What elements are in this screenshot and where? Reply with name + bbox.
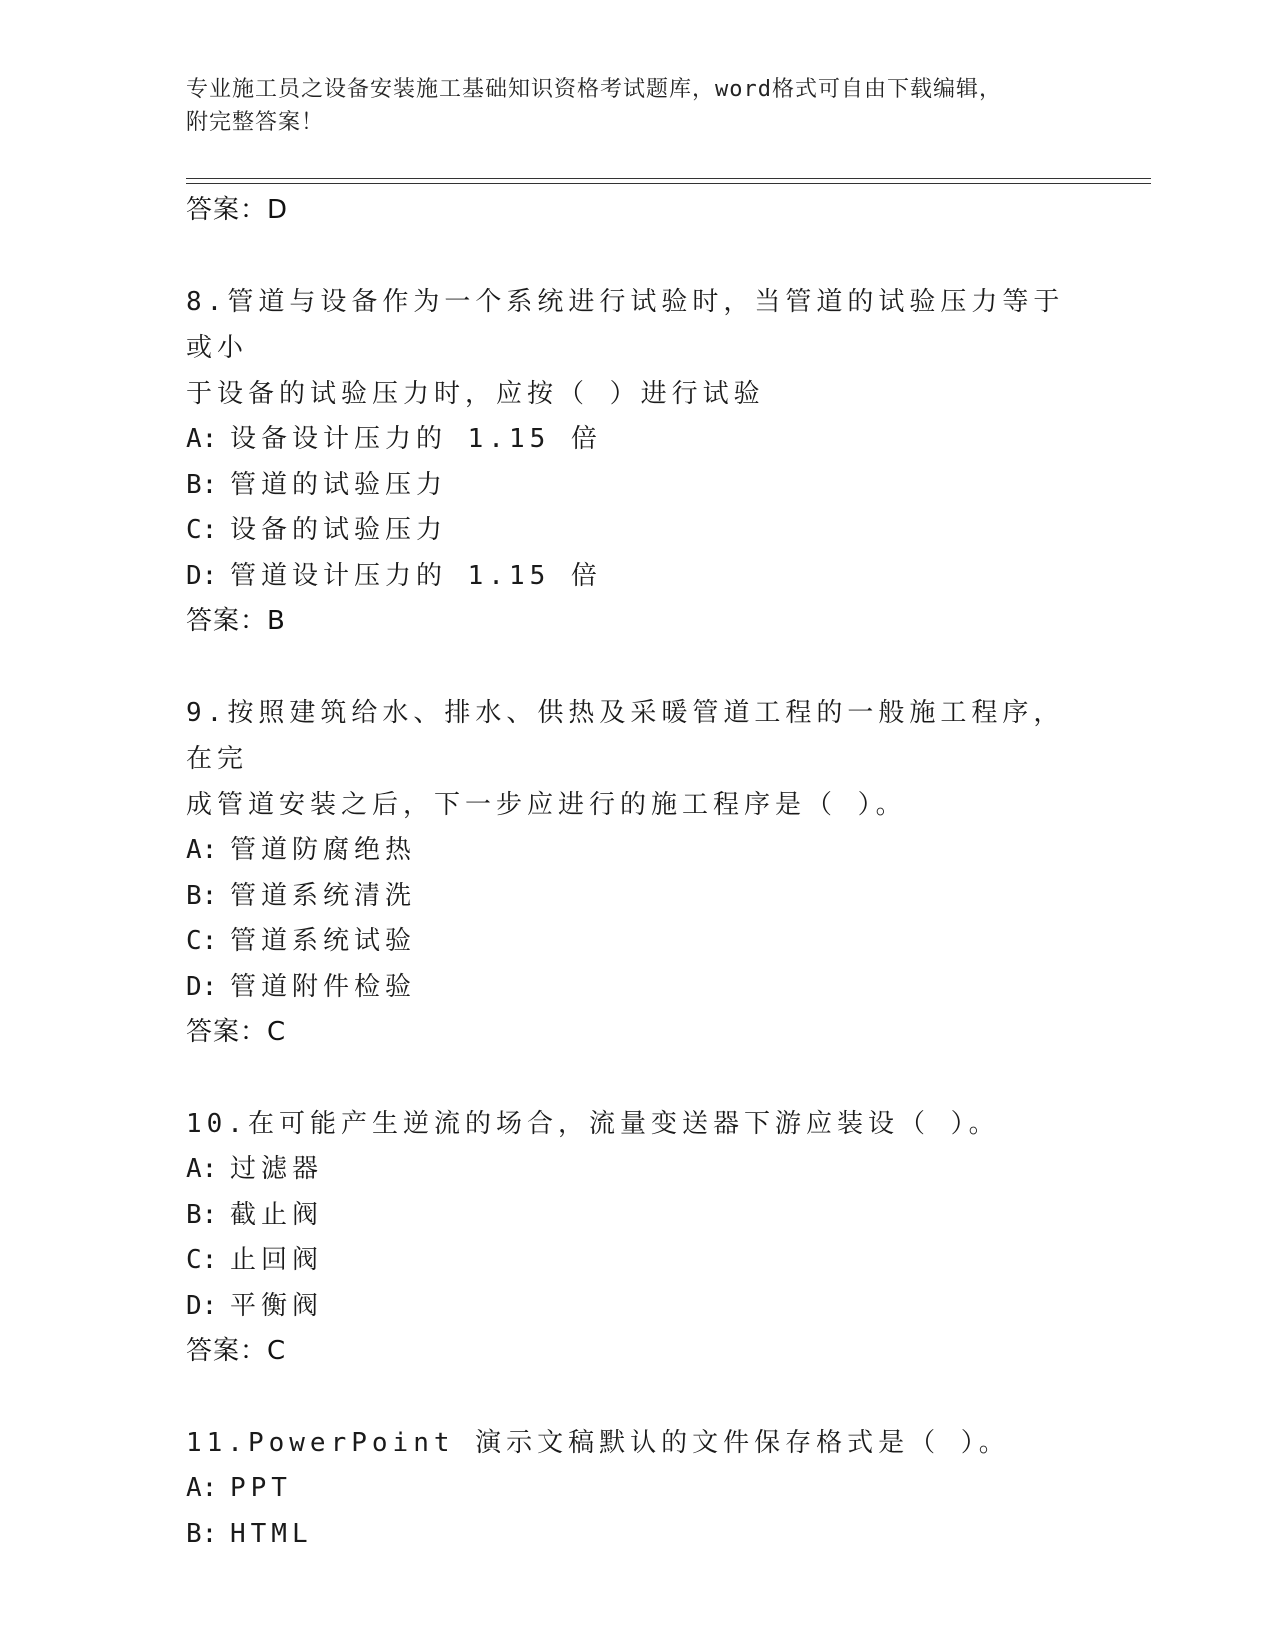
option-text: PPT xyxy=(230,1473,292,1503)
option-key: B: xyxy=(186,1518,218,1549)
option-text: 过滤器 xyxy=(230,1154,324,1184)
option-text: 止回阀 xyxy=(230,1245,324,1275)
header-divider xyxy=(186,178,1151,184)
question-line-1: 在可能产生逆流的场合，流量变送器下游应装设（ ）。 xyxy=(247,1109,1000,1139)
option-text: 管道附件检验 xyxy=(230,971,417,1002)
question-block xyxy=(186,690,1151,1054)
option-a xyxy=(186,417,1151,463)
option-key: A: xyxy=(186,1154,218,1184)
option-b xyxy=(186,874,1151,920)
question-number: 10. xyxy=(186,1109,248,1139)
question-number: 8. xyxy=(186,287,228,317)
option-key: C: xyxy=(186,926,218,956)
header-line-1: 专业施工员之设备安装施工基础知识资格考试题库，word格式可自由下载编辑， xyxy=(186,77,1002,102)
answer-line: 答案：D xyxy=(186,195,289,225)
option-c xyxy=(186,919,1151,965)
option-key: A: xyxy=(186,835,218,865)
option-a xyxy=(186,1466,1151,1512)
option-key: C: xyxy=(186,515,218,545)
document-header xyxy=(186,73,1066,139)
option-text: 管道系统试验 xyxy=(230,926,417,956)
option-a xyxy=(186,1147,1151,1193)
option-c xyxy=(186,508,1151,554)
question-line-2: 成管道安装之后，下一步应进行的施工程序是（ ）。 xyxy=(186,790,907,820)
answer-line: 答案：B xyxy=(186,606,286,636)
option-key: B: xyxy=(186,469,218,500)
option-text: 设备设计压力的 1.15 倍 xyxy=(230,424,602,454)
question-line-1: 按照建筑给水、排水、供热及采暖管道工程的一般施工程序，在完 xyxy=(186,698,1065,774)
option-text: 截止阀 xyxy=(230,1199,324,1230)
question-list xyxy=(186,188,1151,1557)
question-line-2: 于设备的试验压力时，应按（ ）进行试验 xyxy=(186,379,765,409)
option-key: D: xyxy=(186,971,218,1002)
option-d xyxy=(186,554,1151,600)
option-key: B: xyxy=(186,880,218,911)
option-b xyxy=(186,463,1151,509)
option-text: 管道设计压力的 1.15 倍 xyxy=(230,560,602,591)
option-text: 管道系统清洗 xyxy=(230,880,417,911)
question-text xyxy=(186,1420,1066,1466)
answer-line: 答案：C xyxy=(186,1017,287,1047)
option-text: 设备的试验压力 xyxy=(230,515,448,545)
option-b xyxy=(186,1193,1151,1239)
question-block xyxy=(186,279,1151,643)
question-line-1: PowerPoint 演示文稿默认的文件保存格式是（ ）。 xyxy=(247,1428,1010,1458)
option-key: D: xyxy=(186,560,218,591)
option-text: 平衡阀 xyxy=(230,1290,324,1321)
question-number: 9. xyxy=(186,698,228,728)
option-text: 管道的试验压力 xyxy=(230,469,448,500)
option-b xyxy=(186,1512,1151,1558)
option-d xyxy=(186,965,1151,1011)
answer-line: 答案：C xyxy=(186,1336,287,1366)
option-text: HTML xyxy=(230,1518,313,1549)
option-text: 管道防腐绝热 xyxy=(230,835,417,865)
option-key: C: xyxy=(186,1245,218,1275)
option-key: A: xyxy=(186,1473,218,1503)
question-text xyxy=(186,279,1066,417)
header-line-2: 附完整答案！ xyxy=(186,110,325,135)
option-a xyxy=(186,828,1151,874)
question-text xyxy=(186,690,1066,828)
document-page xyxy=(186,0,1151,1650)
question-text xyxy=(186,1101,1066,1147)
option-c xyxy=(186,1238,1151,1284)
question-line-1: 管道与设备作为一个系统进行试验时，当管道的试验压力等于或小 xyxy=(186,287,1065,363)
option-key: A: xyxy=(186,424,218,454)
option-key: D: xyxy=(186,1290,218,1321)
question-number: 11. xyxy=(186,1428,248,1458)
option-key: B: xyxy=(186,1199,218,1230)
option-d xyxy=(186,1284,1151,1330)
question-block xyxy=(186,1101,1151,1373)
question-block xyxy=(186,1420,1151,1557)
